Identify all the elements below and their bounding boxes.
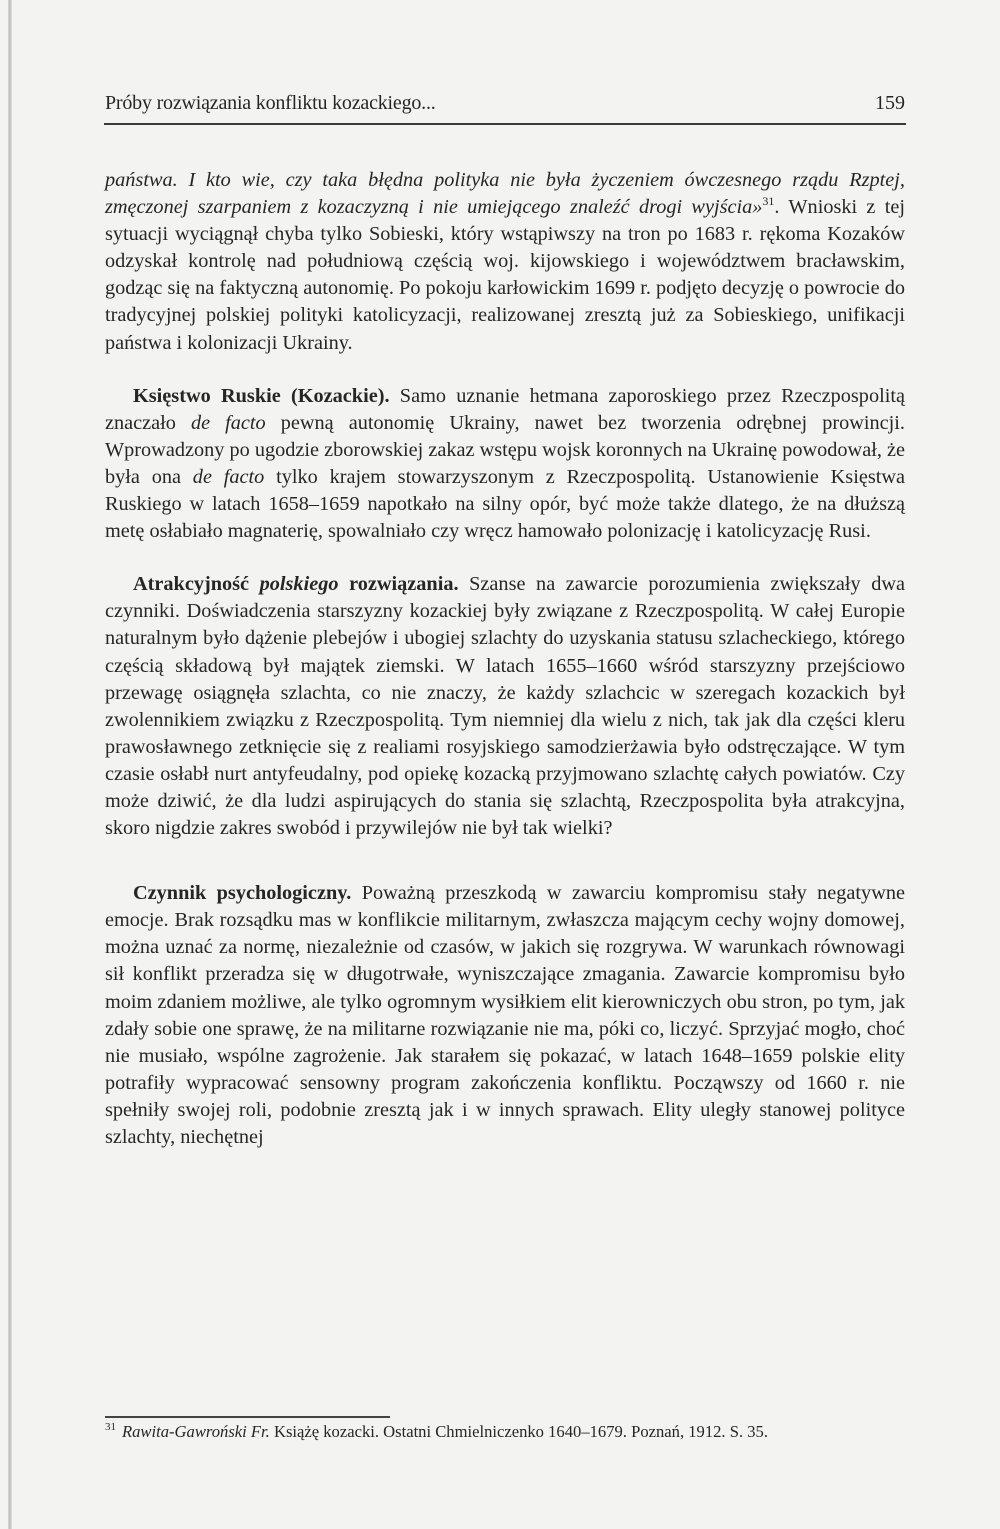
running-title: Próby rozwiązania konfliktu kozackiego...: [105, 92, 436, 114]
footnote-number: 31: [105, 1421, 116, 1433]
footnote-ref[interactable]: 31: [762, 194, 775, 209]
paragraph-text: pewną autonomię Ukrainy, nawet bez tworzenia odrębnej prowincji. Wprowadzony po ugodzie zborowskiej zakaz wstępu wojsk koronnych na Ukrainę powodował, że była ona: [105, 411, 905, 488]
paragraph-text: tylko krajem stowarzyszonym z Rzeczpospolitą. Ustanowienie Księstwa Ruskiego w latach 1658–1659 napotkało na silny opór, być może także dlatego, że na dłuższą metę osłabiało magnaterię, spowalniało czy wręcz hamowało polonizację i katolicyzację Rusi.: [105, 465, 906, 543]
header-rule: [104, 123, 906, 125]
page-number: 159: [875, 92, 905, 114]
paragraph-text: Samo uznanie hetmana zaporoskiego przez Rzeczpospolitą znaczało: [105, 384, 905, 434]
footnote-text: Książę kozacki. Ostatni Chmielniczenko 1640–1679. Poznań, 1912. S. 35.: [269, 1422, 768, 1441]
paragraph-czynnik-psychologiczny: [105, 880, 905, 1151]
body-text: [105, 167, 905, 1151]
section-heading-italic: polskiego: [259, 573, 339, 596]
page-binding-edge: [8, 0, 12, 1529]
footnote-author: Rawita-Gawroński Fr.: [122, 1422, 270, 1441]
term-italic: de facto: [192, 465, 265, 488]
paragraph-ksiestwo-ruskie: [105, 383, 905, 546]
paragraph-atrakcyjnosc: [105, 571, 905, 842]
paragraph-text: Szanse na zawarcie porozumienia zwiększały dwa czynniki. Doświadczenia starszyzny kozackiej były związane z Rzeczpospolitą. W całej Europie naturalnym było dążenie plebejów i ubogiej szlachty do uzyskania statusu szlacheckiego, którego częścią składową był majątek ziemski. W latach 1655–1660 wśród starszyzny przejściowo przewagę osiągnęła szlachta, co nie znaczy, że każdy szlachcic w szeregach kozackich był zwolennikiem związku z Rzeczpospolitą. Tym niemniej dla wielu z nich, tak jak dla części kleru prawosławnego zetknięcie się z realiami rosyjskiego samodzierżawia było odstręczające. W tym czasie osłabł nurt antyfeudalny, pod opiekę kozacką przyjmowano szlachtę całych powiatów. Czy może dziwić, że dla ludzi aspirujących do stania się szlachtą, Rzeczpospolita była atrakcyjna, skoro nigdzie zakres swobód i przywilejów nie był tak wielki?: [105, 573, 905, 840]
footnote-rule: [105, 1416, 390, 1418]
term-italic: de facto: [190, 411, 266, 434]
section-heading: rozwiązania.: [338, 573, 459, 596]
running-header: [105, 88, 905, 122]
section-heading: Czynnik psychologiczny.: [133, 882, 352, 905]
paragraph-text: Poważną przeszkodą w zawarciu kompromisu stały negatywne emocje. Brak rozsądku mas w konflikcie militarnym, zwłaszcza mającym cechy wojny domowej, można uznać za normę, niezależnie od czasów, w jakich się rozgrywa. W warunkach równowagi sił konflikt przeradza się w długotrwałe, wyniszczające zmagania. Zawarcie kompromisu było moim zdaniem możliwe, ale tylko ogromnym wysiłkiem elit kierowniczych obu stron, po tym, jak zdały sobie one sprawę, że na militarne rozwiązanie nie ma, póki co, liczyć. Sprzyjać mogło, choć nie musiało, wspólne zagrożenie. Jak starałem się pokazać, w latach 1648–1659 polskie elity potrafiły wypracować sensowny program zakończenia konfliktu. Począwszy od 1660 r. nie spełniły swojej roli, podobnie zresztą jak i w innych sprawach. Elity uległy stanowej polityce szlachty, niechętnej: [105, 882, 905, 1148]
footnote: [105, 1420, 905, 1444]
section-heading: Księstwo Ruskie (Kozackie).: [133, 384, 390, 407]
paragraph-continuation: [105, 167, 905, 357]
paragraph-text: . Wnioski z tej sytuacji wyciągnął chyba tylko Sobieski, który wstąpiwszy na tron po 1683 r. rękoma Kozaków odzyskał kontrolę nad południową częścią woj. kijowskiego i województwem bracławskim, godząc się na faktyczną autonomię. Po pokoju karłowickim 1699 r. podjęto decyzję o powrocie do tradycyjnej polskiej polityki katolicyzacji, realizowanej zresztą już za Sobieskiego, unifikacji państwa i kolonizacji Ukrainy.: [105, 196, 906, 354]
quote-italic: państwa. I kto wie, czy taka błędna polityka nie była życzeniem ówczesnego rządu Rzptej, zmęczonej szarpaniem z kozaczyzną i nie umiejącego znaleźć drogi wyjścia»: [105, 169, 905, 219]
section-heading: Atrakcyjność: [133, 573, 260, 596]
